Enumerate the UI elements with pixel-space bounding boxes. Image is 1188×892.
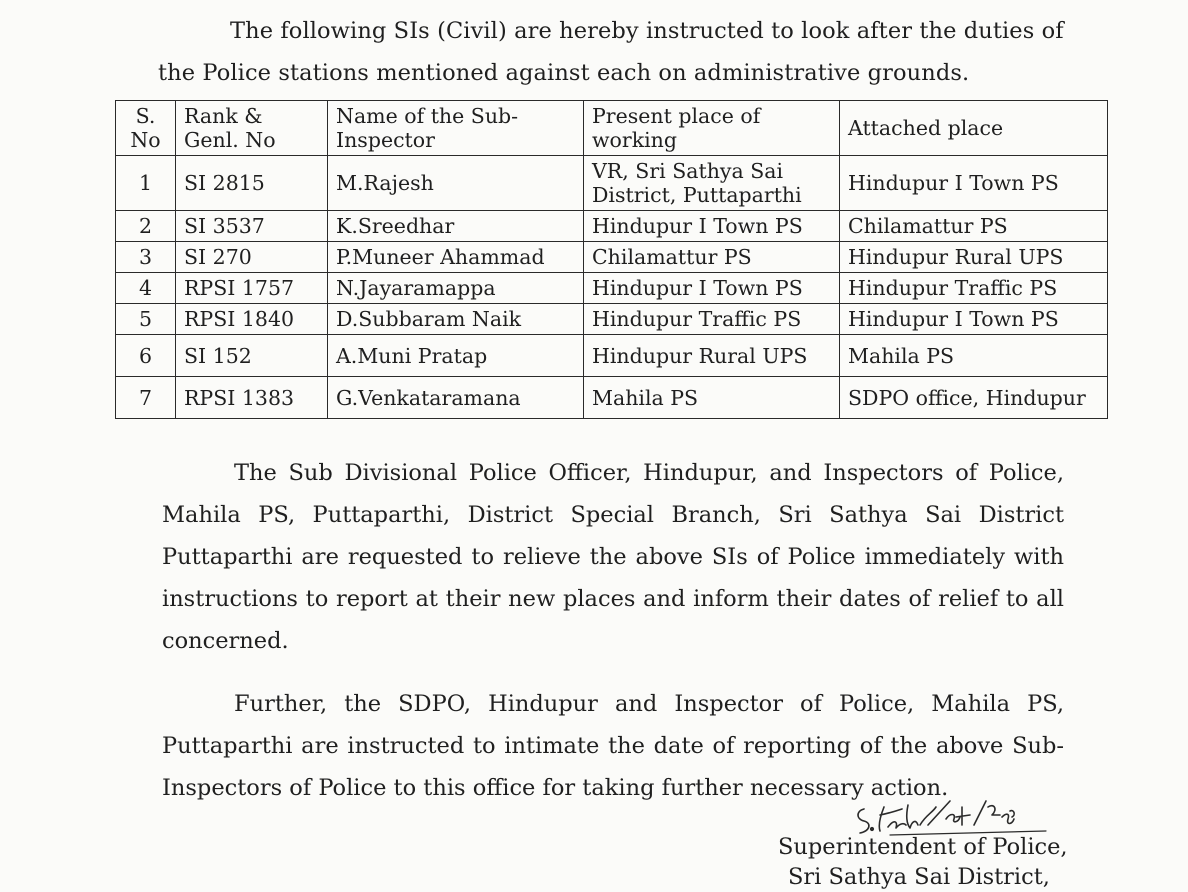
signatory-title: Superintendent of Police,	[778, 834, 1068, 860]
intro-paragraph	[158, 10, 1068, 94]
header-sno: S. No	[116, 101, 176, 156]
cell-rank: RPSI 1757	[176, 273, 328, 304]
cell-present-place: Hindupur I Town PS	[584, 273, 840, 304]
cell-name: N.Jayaramappa	[328, 273, 584, 304]
header-rank: Rank & Genl. No	[176, 101, 328, 156]
table-row	[116, 304, 1108, 335]
table-row	[116, 273, 1108, 304]
cell-present-place: VR, Sri Sathya Sai District, Puttaparthi	[584, 156, 840, 211]
cell-rank: SI 270	[176, 242, 328, 273]
cell-present-place: Hindupur Traffic PS	[584, 304, 840, 335]
reporting-paragraph: Further, the SDPO, Hindupur and Inspector of Police, Mahila PS, Puttaparthi are instructed to intimate the date of reporting of the above Sub-Inspectors of Police to this office for taking further necessary action.	[162, 691, 1064, 801]
cell-attached-place: Mahila PS	[840, 335, 1108, 377]
cell-name: P.Muneer Ahammad	[328, 242, 584, 273]
signature-block	[778, 832, 1068, 892]
cell-name: M.Rajesh	[328, 156, 584, 211]
cell-rank: RPSI 1840	[176, 304, 328, 335]
cell-present-place: Hindupur Rural UPS	[584, 335, 840, 377]
cell-name: A.Muni Pratap	[328, 335, 584, 377]
table-body	[116, 156, 1108, 419]
cell-attached-place: Hindupur Traffic PS	[840, 273, 1108, 304]
cell-attached-place: Hindupur I Town PS	[840, 156, 1108, 211]
cell-name: K.Sreedhar	[328, 211, 584, 242]
table-row	[116, 377, 1108, 419]
table-header-row	[116, 101, 1108, 156]
cell-sno: 2	[116, 211, 176, 242]
cell-attached-place: Chilamattur PS	[840, 211, 1108, 242]
table-row	[116, 242, 1108, 273]
cell-sno: 1	[116, 156, 176, 211]
table-row	[116, 211, 1108, 242]
cell-sno: 3	[116, 242, 176, 273]
cell-present-place: Chilamattur PS	[584, 242, 840, 273]
relief-paragraph: The Sub Divisional Police Officer, Hindupur, and Inspectors of Police, Mahila PS, Puttaparthi, District Special Branch, Sri Sathya Sai District Puttaparthi are requested to relieve the above SIs of Police immediately with instructions to report at their new places and inform their dates of relief to all concerned.	[162, 460, 1064, 654]
cell-rank: SI 2815	[176, 156, 328, 211]
cell-present-place: Hindupur I Town PS	[584, 211, 840, 242]
cell-name: D.Subbaram Naik	[328, 304, 584, 335]
cell-sno: 7	[116, 377, 176, 419]
cell-rank: RPSI 1383	[176, 377, 328, 419]
transfer-table	[115, 100, 1108, 419]
cell-sno: 5	[116, 304, 176, 335]
cell-present-place: Mahila PS	[584, 377, 840, 419]
cell-sno: 4	[116, 273, 176, 304]
signatory-district: Sri Sathya Sai District,	[788, 864, 1050, 890]
header-name: Name of the Sub- Inspector	[328, 101, 584, 156]
cell-rank: SI 3537	[176, 211, 328, 242]
cell-attached-place: SDPO office, Hindupur	[840, 377, 1108, 419]
cell-attached-place: Hindupur Rural UPS	[840, 242, 1108, 273]
cell-name: G.Venkataramana	[328, 377, 584, 419]
table-row	[116, 156, 1108, 211]
header-attached-place: Attached place	[840, 101, 1108, 156]
cell-sno: 6	[116, 335, 176, 377]
header-present-place: Present place of working	[584, 101, 840, 156]
intro-line-2: the Police stations mentioned against each on administrative grounds.	[158, 60, 970, 86]
cell-attached-place: Hindupur I Town PS	[840, 304, 1108, 335]
intro-line-1: The following SIs (Civil) are hereby instructed to look after the duties of	[230, 18, 1064, 44]
cell-rank: SI 152	[176, 335, 328, 377]
table-row	[116, 335, 1108, 377]
